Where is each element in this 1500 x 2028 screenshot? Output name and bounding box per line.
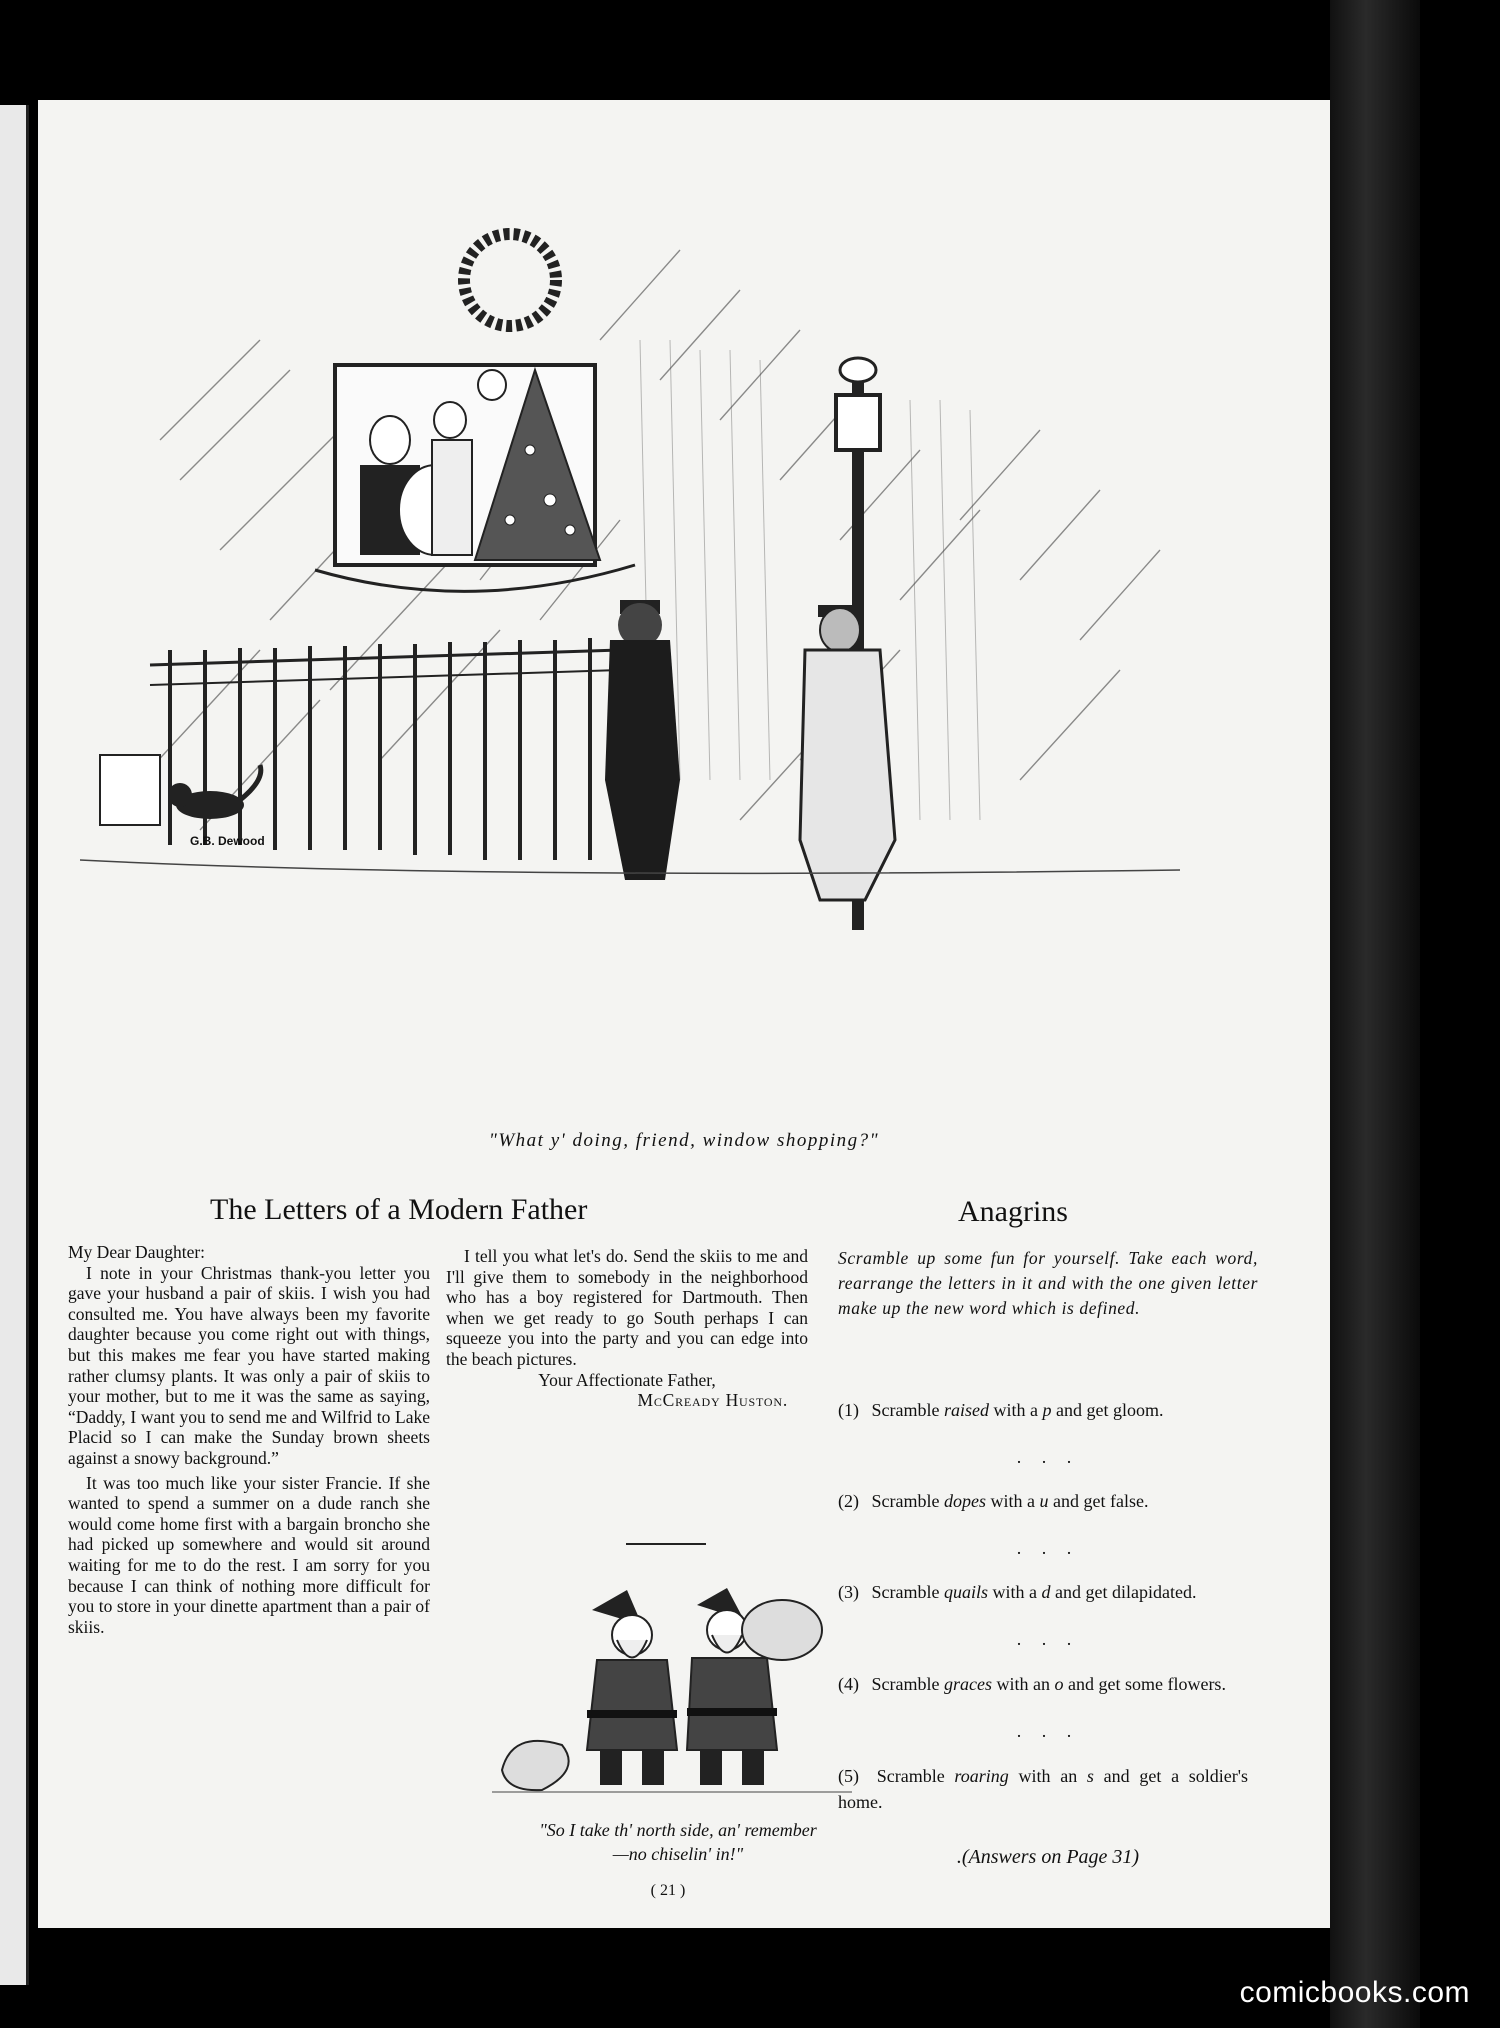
separator-dots: . . . bbox=[1016, 1629, 1080, 1649]
anagrins-title: Anagrins bbox=[958, 1195, 1068, 1228]
letter-paragraph-2: It was too much like your sister Francie. If she wanted to spend a summer on a dude ranch she would come home first with a bargain broncho she had picked up somewhere and would sit around waiting for me to do the rest. I am sorry for you because I can think of nothing more difficult for you to store in your dinette apartment than a pair of skiis. bbox=[68, 1472, 430, 1637]
separator-dots: . . . bbox=[1016, 1721, 1080, 1741]
adjacent-page-edge bbox=[0, 105, 29, 1985]
letter-signature: McCready Huston. bbox=[637, 1390, 788, 1411]
santa-caption bbox=[478, 1818, 878, 1866]
santa-cartoon bbox=[482, 1580, 862, 1810]
letter-closing: Your Affectionate Father, bbox=[538, 1369, 716, 1390]
answers-note: .(Answers on Page 31) bbox=[956, 1846, 1140, 1868]
letter-salutation: My Dear Daughter: bbox=[68, 1242, 206, 1262]
magazine-page bbox=[38, 100, 1330, 1928]
santa-caption-line-1: "So I take th' north side, an' remember bbox=[539, 1820, 817, 1840]
anagram-item-1: (1) Scramble raised with a p and get gloom. bbox=[838, 1400, 1164, 1420]
anagram-item-2: (2) Scramble dopes with a u and get false. bbox=[838, 1491, 1149, 1511]
anagram-item-5: (5) Scramble roaring with an s and get a soldier's home. bbox=[838, 1766, 1249, 1812]
cartoon-caption: "What y' doing, friend, window shopping?" bbox=[488, 1130, 880, 1151]
letters-column-left bbox=[68, 1242, 430, 1637]
anagram-item-3: (3) Scramble quails with a d and get dilapidated. bbox=[838, 1582, 1197, 1602]
window-shopping-cartoon bbox=[80, 220, 1180, 1100]
anagrins-intro: Scramble up some fun for yourself. Take each word, rearrange the letters in it and with the one given letter make up the new word which is defined. bbox=[838, 1248, 1258, 1318]
section-divider bbox=[626, 1543, 706, 1545]
letter-paragraph-3: I tell you what let's do. Send the skiis to me and I'll give them to somebody in the neighborhood who has a boy registered for Dartmouth. Then when we get ready to go South perhaps I can squeeze you into the party and you can edge into the beach pictures. bbox=[446, 1246, 808, 1369]
letters-column-middle bbox=[446, 1246, 808, 1411]
letters-article-title: The Letters of a Modern Father bbox=[210, 1193, 588, 1226]
separator-dots: . . . bbox=[1016, 1447, 1080, 1467]
page-number: ( 21 ) bbox=[650, 1882, 686, 1899]
scan-shadow bbox=[1330, 0, 1420, 2028]
letter-paragraph-1: I note in your Christmas thank-you letter you gave your husband a pair of skiis. I wish you had consulted me. You have always been my favorite daughter because you come right out with things, but this makes me fear you have started making rather clumsy plants. It was only a pair of skiis to your mother, but to me it was the same as saying, “Daddy, I want you to send me and Wilfrid to Lake Placid so I can make the Sunday brown sheets against a snowy background.” bbox=[68, 1262, 430, 1468]
santa-caption-line-2: —no chiselin' in!" bbox=[612, 1844, 744, 1864]
site-watermark: comicbooks.com bbox=[1239, 1976, 1470, 2009]
anagram-item-4: (4) Scramble graces with an o and get some flowers. bbox=[838, 1674, 1226, 1694]
separator-dots: . . . bbox=[1016, 1538, 1080, 1558]
artist-signature: G.B. Dewood bbox=[190, 834, 265, 848]
